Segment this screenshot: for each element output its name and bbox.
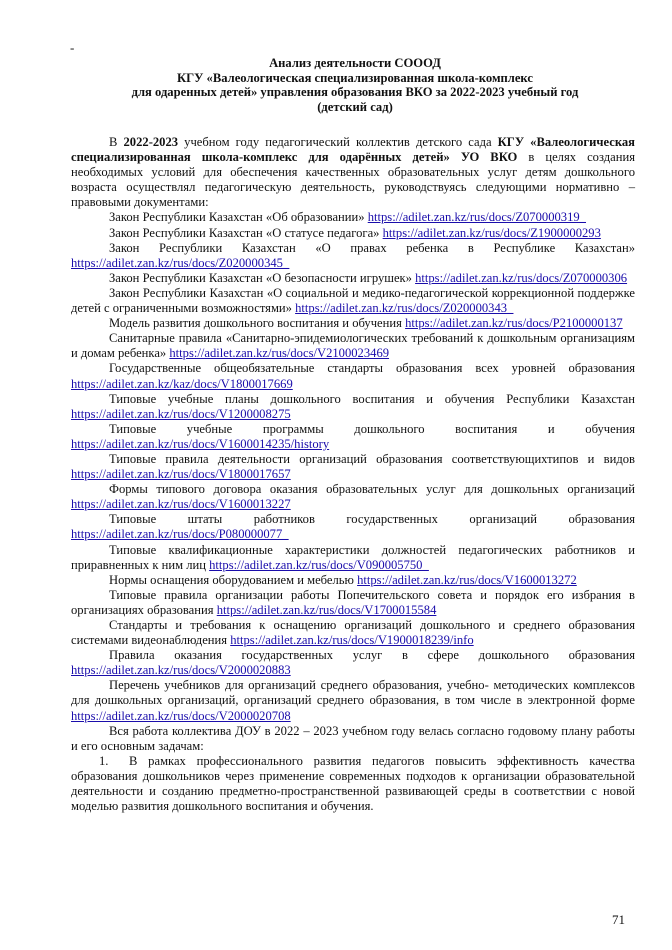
doc-link[interactable]: https://adilet.zan.kz/rus/docs/V2000020708 bbox=[71, 708, 291, 723]
doc-item bbox=[71, 648, 635, 678]
doc-title: Типовые квалификационные характеристики должностей педагогических работников и приравненных к ним лиц bbox=[71, 542, 635, 572]
intro-paragraph bbox=[71, 135, 635, 210]
doc-link[interactable]: https://adilet.zan.kz/rus/docs/Z070000306 bbox=[415, 270, 628, 285]
title-line-3: для одаренных детей» управления образования ВКО за 2022-2023 учебный год bbox=[131, 85, 579, 100]
doc-link[interactable]: https://adilet.zan.kz/rus/docs/V1600013272 bbox=[357, 572, 577, 587]
doc-link[interactable]: https://adilet.zan.kz/rus/docs/V1200008275 bbox=[71, 406, 291, 421]
doc-item bbox=[71, 316, 635, 331]
doc-item bbox=[71, 422, 635, 452]
doc-link[interactable]: https://adilet.zan.kz/rus/docs/V1600014235/history bbox=[71, 436, 330, 451]
intro-org: КГУ «Валеологическая специализированная школа-комплекс для одарённых детей» УО ВКО bbox=[71, 135, 635, 165]
doc-item bbox=[71, 452, 635, 482]
doc-item bbox=[71, 361, 635, 391]
doc-item bbox=[71, 226, 635, 241]
doc-link[interactable]: https://adilet.zan.kz/rus/docs/V1900018239/info bbox=[230, 633, 474, 648]
doc-item bbox=[71, 271, 635, 286]
doc-item bbox=[71, 241, 635, 271]
doc-title: Санитарные правила «Санитарно-эпидемиологических требований к дошкольным организациям и домам ребенка» bbox=[71, 331, 635, 361]
doc-item bbox=[71, 543, 635, 573]
work-paragraph: Вся работа коллектива ДОУ в 2022 – 2023 учебном году велась согласно годовому плану работы и его основным задачам: bbox=[71, 723, 635, 753]
doc-item bbox=[71, 286, 635, 316]
doc-link[interactable]: https://adilet.zan.kz/kaz/docs/V1800017669 bbox=[71, 376, 293, 391]
task-text: В рамках профессионального развития педагогов повысить эффективность качества образования дошкольников через применение современных подходов к организации образовательной деятельности и созданию предметно-пространственной развивающей среды в соответствии с новой моделью развития дошкольного воспитания и обучения. bbox=[71, 753, 635, 814]
doc-title: Типовые учебные планы дошкольного воспитания и обучения Республики Казахстан bbox=[109, 391, 635, 406]
doc-title: Нормы оснащения оборудованием и мебелью bbox=[109, 572, 358, 587]
doc-title: Закон Республики Казахстан «О безопасности игрушек» bbox=[109, 270, 416, 285]
doc-item bbox=[71, 512, 635, 542]
doc-title: Стандарты и требования к оснащению организаций дошкольного и среднего образования системами видеонаблюдения bbox=[71, 618, 635, 648]
title-line-4: (детский сад) bbox=[317, 99, 393, 114]
doc-title: Закон Республики Казахстан «Об образовании» bbox=[109, 210, 368, 225]
doc-link[interactable]: https://adilet.zan.kz/rus/docs/V2000020883 bbox=[71, 663, 291, 678]
doc-item bbox=[71, 482, 635, 512]
doc-item bbox=[71, 573, 635, 588]
doc-link[interactable]: https://adilet.zan.kz/rus/docs/V2100023469 bbox=[169, 346, 390, 361]
title-line-1: Анализ деятельности СОООД bbox=[269, 56, 441, 70]
doc-title: Типовые правила организации работы Попечительского совета и порядок его избрания в организациях образования bbox=[71, 587, 635, 617]
doc-title: Закон Республики Казахстан «О статусе педагога» bbox=[109, 225, 383, 240]
doc-link[interactable]: https://adilet.zan.kz/rus/docs/V1800017657 bbox=[71, 467, 291, 482]
doc-title: Закон Республики Казахстан «О правах ребенка в Республике Казахстан» bbox=[109, 240, 635, 255]
doc-title: Перечень учебников для организаций среднего образования, учебно- методических комплексов для дошкольных организаций, организаций среднего образования, в том числе в электронной форме bbox=[71, 678, 635, 708]
title-line-2: КГУ «Валеологическая специализированная школа-комплекс bbox=[177, 70, 533, 85]
page-number: 71 bbox=[612, 912, 625, 927]
stray-dash: - bbox=[70, 40, 75, 55]
document-body bbox=[71, 135, 635, 814]
doc-title: Закон Республики Казахстан «О социальной и медико-педагогической коррекционной поддержке детей с ограниченными возможностями» bbox=[71, 285, 635, 316]
doc-item bbox=[71, 392, 635, 422]
doc-link[interactable]: https://adilet.zan.kz/rus/docs/V090005750_ bbox=[209, 557, 429, 572]
intro-year: 2022-2023 bbox=[123, 135, 179, 149]
doc-title: Типовые учебные программы дошкольного воспитания и обучения bbox=[109, 421, 635, 436]
doc-title: Государственные общеобязательные стандарты образования всех уровней образования bbox=[109, 361, 635, 376]
intro-text-3: в целях создания необходимых условий для обеспечения качественных образовательных услуг детям дошкольного возраста осуществлял педагогическую деятельность, руководствуясь следующими нормативно – правовыми документами: bbox=[71, 150, 635, 210]
doc-item bbox=[71, 331, 635, 361]
doc-link[interactable]: https://adilet.zan.kz/rus/docs/V1700015584 bbox=[216, 602, 437, 617]
doc-link[interactable]: https://adilet.zan.kz/rus/docs/Z1900000293 bbox=[382, 225, 601, 240]
doc-title: Формы типового договора оказания образовательных услуг для дошкольных организаций bbox=[109, 482, 635, 497]
intro-text-2: учебном году педагогический коллектив детского сада bbox=[178, 135, 498, 149]
normative-docs-list bbox=[71, 210, 635, 723]
doc-link[interactable]: https://adilet.zan.kz/rus/docs/Z020000345_ bbox=[71, 255, 290, 270]
doc-item bbox=[71, 678, 635, 723]
doc-link[interactable]: https://adilet.zan.kz/rus/docs/Z020000343_ bbox=[295, 301, 514, 316]
doc-title: Типовые штаты работников государственных организаций образования bbox=[109, 512, 635, 527]
doc-title: Модель развития дошкольного воспитания и обучения bbox=[109, 316, 406, 331]
doc-link[interactable]: https://adilet.zan.kz/rus/docs/V1600013227 bbox=[71, 497, 291, 512]
doc-item bbox=[71, 210, 635, 225]
doc-title: Типовые правила деятельности организаций образования соответствующихтипов и видов bbox=[109, 451, 635, 466]
doc-item bbox=[71, 618, 635, 648]
doc-link[interactable]: https://adilet.zan.kz/rus/docs/Z070000319_ bbox=[367, 210, 586, 225]
task-number: 1. bbox=[99, 753, 109, 768]
intro-text-1: В bbox=[109, 135, 124, 149]
doc-link[interactable]: https://adilet.zan.kz/rus/docs/P080000077_ bbox=[71, 527, 289, 542]
task-item-1 bbox=[71, 754, 635, 814]
document-title bbox=[70, 56, 640, 114]
doc-title: Правила оказания государственных услуг в сфере дошкольного образования bbox=[109, 648, 635, 663]
doc-item bbox=[71, 588, 635, 618]
doc-link[interactable]: https://adilet.zan.kz/rus/docs/P2100000137 bbox=[405, 316, 623, 331]
